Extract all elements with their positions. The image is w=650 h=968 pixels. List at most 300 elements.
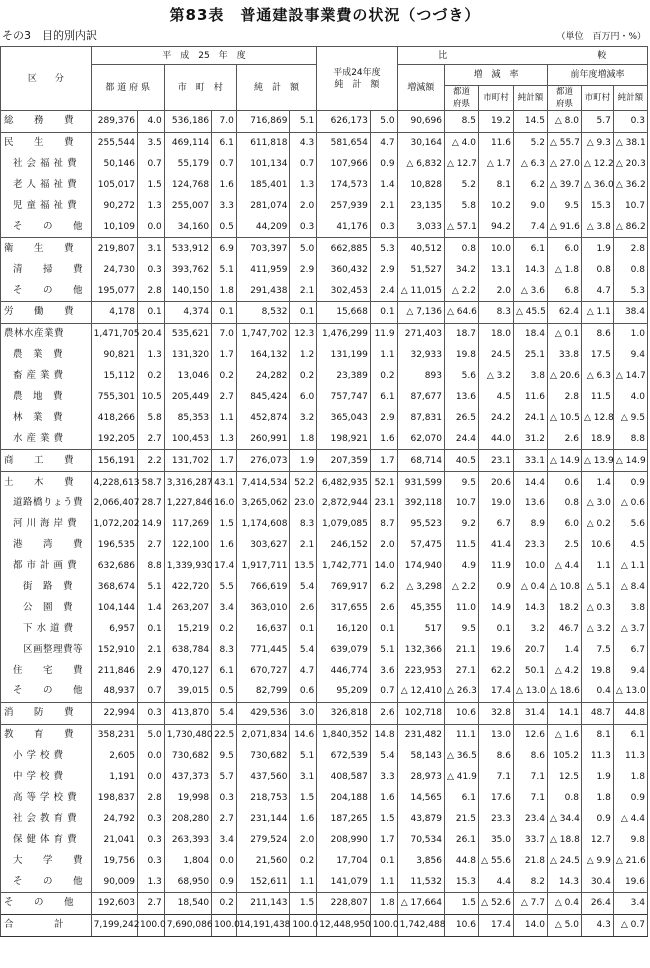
cell-prev-pct: 1.4	[370, 175, 397, 196]
cell-p-net: △ 3.7	[613, 618, 647, 639]
row-label: 農 業 費	[1, 345, 92, 366]
cell-prev-pct: 3.6	[370, 660, 397, 681]
cell-prev-pct: 5.1	[370, 639, 397, 660]
cell-r-pref: 9.5	[444, 472, 478, 493]
cell-prev-pct: 1.7	[370, 829, 397, 850]
cell-p-net: 5.3	[613, 280, 647, 301]
row-label: 林 業 費	[1, 407, 92, 428]
cell-muni-pct: 2.7	[212, 387, 237, 408]
cell-pref-pct: 1.5	[137, 175, 164, 196]
row-label: 消 防 費	[1, 702, 92, 724]
cell-pref: 2,605	[91, 746, 137, 767]
cell-muni-pct: 8.3	[212, 639, 237, 660]
cell-pref-pct: 0.0	[137, 746, 164, 767]
cell-pref: 4,228,613	[91, 472, 137, 493]
cell-diff: 95,523	[397, 514, 444, 535]
cell-diff: 68,714	[397, 450, 444, 472]
cell-r-muni: 11.9	[478, 556, 513, 577]
row-label: 住 宅 費	[1, 660, 92, 681]
cell-net-pct: 3.2	[290, 407, 317, 428]
cell-prev-pct: 6.1	[370, 387, 397, 408]
cell-p-pref: 14.1	[547, 702, 581, 724]
cell-r-net: 31.4	[513, 702, 547, 724]
cell-p-muni: △ 9.3	[581, 132, 613, 153]
cell-muni: 263,207	[164, 597, 211, 618]
cell-net-pct: 1.8	[290, 428, 317, 449]
cell-muni-pct: 1.5	[212, 514, 237, 535]
cell-p-muni: △ 36.0	[581, 175, 613, 196]
row-label: 清 掃 費	[1, 259, 92, 280]
cell-net: 16,637	[236, 618, 290, 639]
row-label: 大 学 費	[1, 850, 92, 871]
cell-p-muni: △ 3.0	[581, 493, 613, 514]
cell-diff: 23,135	[397, 196, 444, 217]
table-row	[1, 660, 648, 681]
cell-pref-pct: 1.4	[137, 597, 164, 618]
cell-p-net: 0.3	[613, 111, 647, 133]
header-junkei: 純 計 額	[236, 65, 316, 111]
cell-p-net: 0.8	[613, 259, 647, 280]
cell-r-net: 3.2	[513, 618, 547, 639]
cell-pref-pct: 1.3	[137, 196, 164, 217]
row-label: そ の 他	[1, 681, 92, 702]
cell-p-muni: 1.8	[581, 788, 613, 809]
cell-p-muni: △ 12.2	[581, 154, 613, 175]
cell-r-pref: △ 26.3	[444, 681, 478, 702]
cell-r-muni: 14.9	[478, 597, 513, 618]
cell-p-muni: 11.5	[581, 387, 613, 408]
table-row	[1, 366, 648, 387]
cell-prev-pct: 4.7	[370, 132, 397, 153]
cell-diff: △ 6,832	[397, 154, 444, 175]
cell-pref: 192,205	[91, 428, 137, 449]
cell-net-pct: 1.5	[290, 892, 317, 914]
table-row	[1, 892, 648, 914]
cell-prev: 365,043	[317, 407, 371, 428]
table-row	[1, 196, 648, 217]
row-label: そ の 他	[1, 892, 92, 914]
cell-pref-pct: 2.8	[137, 788, 164, 809]
cell-r-net: 23.3	[513, 535, 547, 556]
cell-r-pref: 5.2	[444, 175, 478, 196]
cell-pref: 10,109	[91, 216, 137, 237]
cell-net: 7,414,534	[236, 472, 290, 493]
cell-diff: 70,534	[397, 829, 444, 850]
row-label: 社 会 教 育 費	[1, 808, 92, 829]
row-label: 総 務 費	[1, 111, 92, 133]
cell-prev-pct: 1.7	[370, 450, 397, 472]
cell-net-pct: 5.1	[290, 111, 317, 133]
cell-r-net: △ 0.4	[513, 577, 547, 598]
table-row	[1, 850, 648, 871]
table-row	[1, 702, 648, 724]
cell-pref: 105,017	[91, 175, 137, 196]
cell-p-net: 0.9	[613, 472, 647, 493]
cell-muni: 122,100	[164, 535, 211, 556]
cell-r-pref: 40.5	[444, 450, 478, 472]
cell-p-muni: 1.9	[581, 238, 613, 259]
cell-prev: 131,199	[317, 345, 371, 366]
cell-p-net: 3.4	[613, 892, 647, 914]
cell-p-muni: 1.4	[581, 472, 613, 493]
cell-p-muni: 4.3	[581, 914, 613, 936]
table-row	[1, 387, 648, 408]
cell-diff: 174,940	[397, 556, 444, 577]
cell-prev: 15,668	[317, 302, 371, 324]
cell-r-pref: 26.1	[444, 829, 478, 850]
cell-net: 44,209	[236, 216, 290, 237]
cell-pref: 15,112	[91, 366, 137, 387]
cell-prev: 317,655	[317, 597, 371, 618]
cell-prev: 23,389	[317, 366, 371, 387]
cell-prev: 257,939	[317, 196, 371, 217]
cell-p-pref: 105.2	[547, 746, 581, 767]
cell-muni-pct: 43.1	[212, 472, 237, 493]
cell-diff: △ 12,410	[397, 681, 444, 702]
cell-r-net: 31.2	[513, 428, 547, 449]
cell-r-pref: 0.8	[444, 238, 478, 259]
cell-r-muni: 17.6	[478, 788, 513, 809]
cell-diff: 43,879	[397, 808, 444, 829]
cell-prev-pct: 14.0	[370, 556, 397, 577]
cell-muni-pct: 1.6	[212, 535, 237, 556]
cell-muni: 117,269	[164, 514, 211, 535]
cell-muni-pct: 0.0	[212, 850, 237, 871]
cell-pref: 1,471,705	[91, 323, 137, 344]
cell-p-net: △ 20.3	[613, 154, 647, 175]
cell-p-muni: 18.9	[581, 428, 613, 449]
cell-r-pref: 26.5	[444, 407, 478, 428]
table-row	[1, 597, 648, 618]
cell-net: 281,074	[236, 196, 290, 217]
cell-r-muni: 24.2	[478, 407, 513, 428]
cell-prev-pct: 0.7	[370, 681, 397, 702]
cell-net-pct: 4.3	[290, 132, 317, 153]
cell-muni: 469,114	[164, 132, 211, 153]
cell-r-muni: 62.2	[478, 660, 513, 681]
header-shichoson: 市 町 村	[164, 65, 236, 111]
cell-diff: 10,828	[397, 175, 444, 196]
cell-muni-pct: 1.8	[212, 280, 237, 301]
cell-prev: 1,742,771	[317, 556, 371, 577]
header-prev-rate-muni: 市町村	[581, 86, 613, 111]
cell-muni: 124,768	[164, 175, 211, 196]
cell-pref: 632,686	[91, 556, 137, 577]
cell-p-pref: △ 8.0	[547, 111, 581, 133]
cell-prev-pct: 0.9	[370, 154, 397, 175]
cell-net-pct: 2.0	[290, 829, 317, 850]
cell-prev: 2,872,944	[317, 493, 371, 514]
cell-net-pct: 12.3	[290, 323, 317, 344]
cell-net-pct: 0.1	[290, 618, 317, 639]
cell-p-pref: △ 4.2	[547, 660, 581, 681]
cell-r-net: 50.1	[513, 660, 547, 681]
header-heisei25: 平 成 25 年 度	[91, 47, 317, 65]
cell-r-net: 8.2	[513, 871, 547, 892]
header-prev-rate-net: 純計額	[613, 86, 647, 111]
cell-muni-pct: 3.4	[212, 829, 237, 850]
table-row	[1, 808, 648, 829]
cell-p-pref: △ 10.5	[547, 407, 581, 428]
table-row	[1, 450, 648, 472]
header-heisei24	[317, 47, 397, 111]
cell-pref: 48,937	[91, 681, 137, 702]
cell-net: 437,560	[236, 767, 290, 788]
cell-pref-pct: 58.7	[137, 472, 164, 493]
cell-p-net: 6.7	[613, 639, 647, 660]
cell-r-net: 20.7	[513, 639, 547, 660]
cell-r-pref: △ 57.1	[444, 216, 478, 237]
cell-muni: 437,373	[164, 767, 211, 788]
header-heisei24-line1: 平成24年度	[333, 67, 381, 78]
cell-pref-pct: 0.3	[137, 259, 164, 280]
cell-pref-pct: 0.7	[137, 681, 164, 702]
cell-p-net: △ 0.7	[613, 914, 647, 936]
cell-pref: 104,144	[91, 597, 137, 618]
table-row	[1, 556, 648, 577]
row-label: 衛 生 費	[1, 238, 92, 259]
cell-muni: 68,950	[164, 871, 211, 892]
cell-pref-pct: 4.0	[137, 111, 164, 133]
cell-prev: 228,807	[317, 892, 371, 914]
cell-p-pref: 2.5	[547, 535, 581, 556]
cell-prev-pct: 52.1	[370, 472, 397, 493]
row-label: そ の 他	[1, 280, 92, 301]
cell-p-pref: △ 10.8	[547, 577, 581, 598]
cell-prev-pct: 1.1	[370, 871, 397, 892]
row-label: 児 童 福 祉 費	[1, 196, 92, 217]
cell-muni: 34,160	[164, 216, 211, 237]
cell-net-pct: 0.2	[290, 366, 317, 387]
cell-r-pref: 27.1	[444, 660, 478, 681]
cell-pref-pct: 0.0	[137, 767, 164, 788]
cell-prev-pct: 2.1	[370, 196, 397, 217]
cell-p-net: 2.8	[613, 238, 647, 259]
cell-pref: 1,072,202	[91, 514, 137, 535]
cell-r-pref: 19.8	[444, 345, 478, 366]
cell-p-net: 44.8	[613, 702, 647, 724]
cell-p-pref: 6.0	[547, 514, 581, 535]
cell-r-pref: 10.7	[444, 493, 478, 514]
cell-muni-pct: 9.5	[212, 746, 237, 767]
cell-r-net: 14.3	[513, 597, 547, 618]
cell-pref-pct: 2.7	[137, 892, 164, 914]
cell-p-pref: 2.6	[547, 428, 581, 449]
cell-muni: 535,621	[164, 323, 211, 344]
cell-r-pref: 9.2	[444, 514, 478, 535]
cell-diff: 28,973	[397, 767, 444, 788]
row-label: 商 工 費	[1, 450, 92, 472]
cell-pref: 4,178	[91, 302, 137, 324]
cell-diff: 517	[397, 618, 444, 639]
cell-r-muni: △ 1.7	[478, 154, 513, 175]
cell-muni-pct: 0.5	[212, 681, 237, 702]
cell-muni: 1,339,930	[164, 556, 211, 577]
cell-pref: 192,603	[91, 892, 137, 914]
cell-prev-pct: 0.3	[370, 216, 397, 237]
statistics-table	[0, 46, 648, 937]
cell-diff: 3,856	[397, 850, 444, 871]
cell-net: 101,134	[236, 154, 290, 175]
cell-p-muni: △ 0.3	[581, 597, 613, 618]
row-label: 河 川 海 岸 費	[1, 514, 92, 535]
cell-pref: 196,535	[91, 535, 137, 556]
cell-diff: 271,403	[397, 323, 444, 344]
cell-p-muni: △ 1.1	[581, 302, 613, 324]
table-row	[1, 724, 648, 745]
cell-r-net: 25.1	[513, 345, 547, 366]
cell-diff: 57,475	[397, 535, 444, 556]
cell-net-pct: 2.9	[290, 259, 317, 280]
cell-net-pct: 2.1	[290, 280, 317, 301]
cell-pref-pct: 1.3	[137, 871, 164, 892]
cell-prev: 246,152	[317, 535, 371, 556]
cell-p-pref: △ 18.6	[547, 681, 581, 702]
cell-diff: 931,599	[397, 472, 444, 493]
cell-p-pref: △ 1.8	[547, 259, 581, 280]
cell-net: 82,799	[236, 681, 290, 702]
cell-net-pct: 8.3	[290, 514, 317, 535]
row-label: そ の 他	[1, 216, 92, 237]
cell-muni-pct: 1.1	[212, 407, 237, 428]
cell-muni: 1,227,846	[164, 493, 211, 514]
cell-r-pref: 24.4	[444, 428, 478, 449]
cell-p-pref: △ 27.0	[547, 154, 581, 175]
cell-r-net: 6.1	[513, 238, 547, 259]
header-hi: 比	[438, 50, 448, 61]
cell-r-muni: 23.1	[478, 450, 513, 472]
cell-r-muni: 0.9	[478, 577, 513, 598]
cell-r-pref: 21.1	[444, 639, 478, 660]
cell-prev: 1,079,085	[317, 514, 371, 535]
cell-net-pct: 6.0	[290, 387, 317, 408]
cell-p-pref: △ 0.4	[547, 892, 581, 914]
cell-net: 276,073	[236, 450, 290, 472]
cell-net: 429,536	[236, 702, 290, 724]
cell-muni-pct: 5.4	[212, 702, 237, 724]
cell-prev-pct: 5.4	[370, 746, 397, 767]
cell-pref: 418,266	[91, 407, 137, 428]
unit-note: （単位 百万円・%）	[556, 32, 646, 42]
cell-prev: 408,587	[317, 767, 371, 788]
cell-net: 1,917,711	[236, 556, 290, 577]
cell-p-pref: △ 14.9	[547, 450, 581, 472]
cell-r-muni: 13.0	[478, 724, 513, 745]
cell-r-pref: △ 41.9	[444, 767, 478, 788]
cell-muni-pct: 0.9	[212, 871, 237, 892]
cell-pref-pct: 2.7	[137, 535, 164, 556]
cell-net: 260,991	[236, 428, 290, 449]
cell-diff: 1,742,488	[397, 914, 444, 936]
cell-prev: 662,885	[317, 238, 371, 259]
cell-muni-pct: 17.4	[212, 556, 237, 577]
cell-p-net: △ 36.2	[613, 175, 647, 196]
cell-prev: 141,079	[317, 871, 371, 892]
cell-prev-pct: 1.6	[370, 788, 397, 809]
cell-prev-pct: 3.3	[370, 767, 397, 788]
cell-muni: 7,690,086	[164, 914, 211, 936]
cell-p-muni: 12.7	[581, 829, 613, 850]
cell-diff: 45,355	[397, 597, 444, 618]
cell-p-net: △ 14.9	[613, 450, 647, 472]
row-label: 公 園 費	[1, 597, 92, 618]
cell-r-muni: 11.6	[478, 132, 513, 153]
cell-r-pref: 44.8	[444, 850, 478, 871]
header-zennen: 前年度増減率	[547, 65, 647, 86]
cell-pref-pct: 8.8	[137, 556, 164, 577]
cell-muni-pct: 22.5	[212, 724, 237, 745]
cell-r-pref: 10.6	[444, 702, 478, 724]
cell-r-net: 7.4	[513, 216, 547, 237]
cell-pref-pct: 0.0	[137, 216, 164, 237]
cell-prev: 6,482,935	[317, 472, 371, 493]
cell-p-net: 6.1	[613, 724, 647, 745]
cell-muni-pct: 3.4	[212, 597, 237, 618]
cell-net-pct: 4.7	[290, 660, 317, 681]
cell-pref-pct: 2.1	[137, 639, 164, 660]
cell-r-net: 24.1	[513, 407, 547, 428]
cell-muni: 131,320	[164, 345, 211, 366]
table-header	[1, 47, 648, 111]
cell-diff: 40,512	[397, 238, 444, 259]
cell-pref-pct: 0.3	[137, 808, 164, 829]
cell-r-muni: 13.1	[478, 259, 513, 280]
cell-net-pct: 1.5	[290, 788, 317, 809]
cell-r-net: △ 13.0	[513, 681, 547, 702]
cell-prev-pct: 2.0	[370, 535, 397, 556]
header-zogengaku: 増減額	[397, 65, 444, 111]
cell-muni: 536,186	[164, 111, 211, 133]
cell-r-pref: 15.3	[444, 871, 478, 892]
table-row	[1, 514, 648, 535]
cell-diff: 87,831	[397, 407, 444, 428]
cell-p-net: △ 38.1	[613, 132, 647, 153]
cell-r-net: △ 45.5	[513, 302, 547, 324]
cell-prev-pct: 1.1	[370, 345, 397, 366]
cell-r-net: 33.1	[513, 450, 547, 472]
cell-p-pref: △ 18.8	[547, 829, 581, 850]
cell-diff: 90,696	[397, 111, 444, 133]
cell-r-net: 7.1	[513, 767, 547, 788]
cell-r-pref: 5.8	[444, 196, 478, 217]
cell-net: 231,144	[236, 808, 290, 829]
row-label: 教 育 費	[1, 724, 92, 745]
cell-r-pref: 11.5	[444, 535, 478, 556]
row-label: 水 産 業 費	[1, 428, 92, 449]
cell-muni-pct: 16.0	[212, 493, 237, 514]
cell-prev-pct: 14.8	[370, 724, 397, 745]
cell-net: 670,727	[236, 660, 290, 681]
header-rate-net: 純計額	[513, 86, 547, 111]
cell-r-muni: 2.0	[478, 280, 513, 301]
cell-net: 363,010	[236, 597, 290, 618]
row-label: 高 等 学 校 費	[1, 788, 92, 809]
header-rate-pref: 都道 府県	[444, 86, 478, 111]
cell-prev-pct: 2.9	[370, 407, 397, 428]
cell-prev-pct: 0.1	[370, 850, 397, 871]
cell-muni-pct: 0.3	[212, 788, 237, 809]
cell-diff: 30,164	[397, 132, 444, 153]
cell-diff: 231,482	[397, 724, 444, 745]
cell-p-net: △ 13.0	[613, 681, 647, 702]
cell-prev: 107,966	[317, 154, 371, 175]
cell-muni: 19,998	[164, 788, 211, 809]
cell-prev-pct: 2.6	[370, 702, 397, 724]
cell-pref-pct: 14.9	[137, 514, 164, 535]
row-label: 合 計	[1, 914, 92, 936]
cell-muni-pct: 7.0	[212, 323, 237, 344]
cell-p-pref: 6.0	[547, 238, 581, 259]
